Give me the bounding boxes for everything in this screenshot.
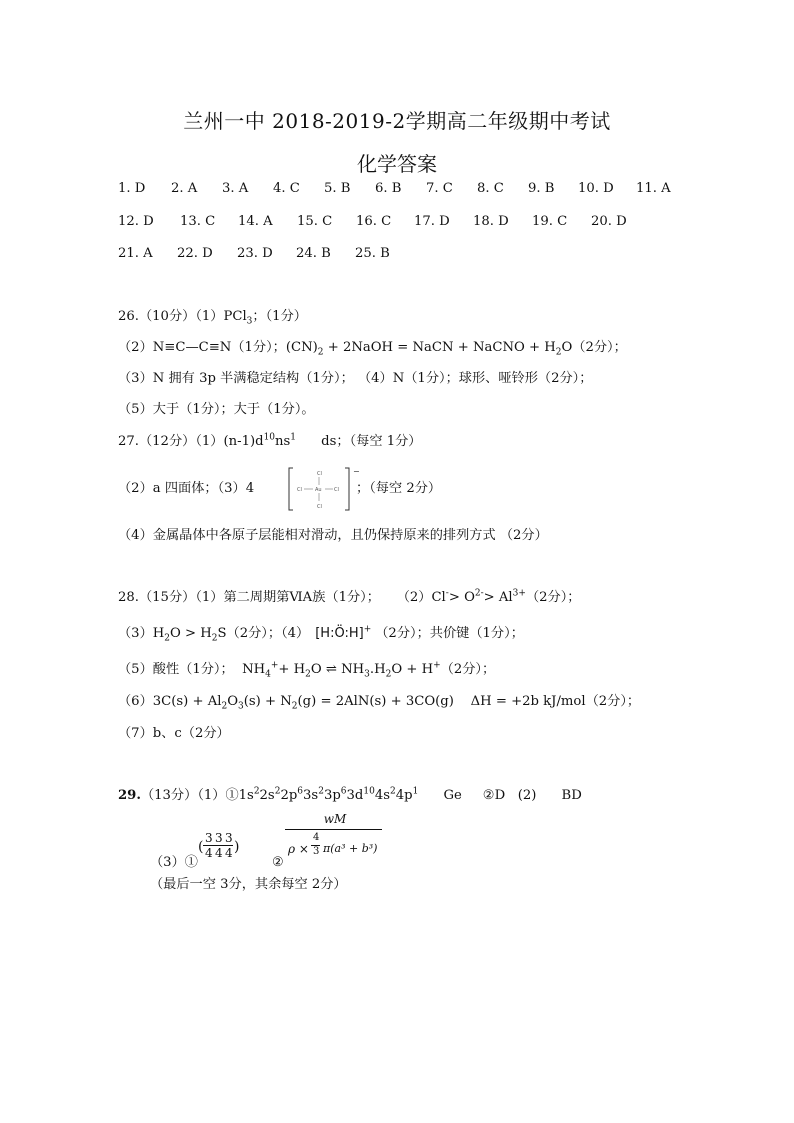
mc-item: 6. B	[375, 181, 402, 196]
page-title: 兰州一中 2018-2019-2学期高二年级期中考试	[183, 109, 611, 133]
mc-item: 17. D	[414, 214, 450, 229]
coord-denominator: 4	[215, 846, 223, 860]
mc-item: 21. A	[118, 246, 153, 261]
q27-line-3: （4）金属晶体中各原子层能相对滑动，且仍保持原来的排列方式 （2分）	[118, 528, 548, 543]
mc-item: 5. B	[324, 181, 351, 196]
mc-item: 2. A	[171, 181, 198, 196]
mc-item: 9. B	[528, 181, 555, 196]
mc-item: 18. D	[473, 214, 509, 229]
circled-two: ②	[272, 855, 284, 870]
q28-line-2: $(3)H_2O > H_2S(2$分）；（4） [H:Ö:H]+ （2分）；共价键（1分）；	[118, 624, 524, 644]
mc-item: 4. C	[273, 181, 300, 196]
q27-line-1: 27.（12分）$(1)(n-1)d^{10}ns^1$ ds；（每空 1分）	[118, 432, 422, 449]
mc-item: 20. D	[591, 214, 627, 229]
q28-line-5: （7）b、c（2分）	[118, 726, 230, 741]
q27-line-2b: ；（每空 2分）	[356, 481, 442, 496]
mc-item: 16. C	[356, 214, 392, 229]
mc-item: 12. D	[118, 214, 154, 229]
hydronium-structure: [H:Ö:H]	[315, 626, 364, 641]
mc-item: 14. A	[238, 214, 273, 229]
mc-item: 13. C	[180, 214, 216, 229]
mc-item: 22. D	[177, 246, 213, 261]
ligand-label: Cl	[317, 471, 322, 477]
q28-line-3: （5）酸性（1分）； $NH_4^++ H_2O$ ⇌ $NH_3.H_2O + H^+(2$分）；	[118, 660, 496, 680]
formula-numerator: wM	[323, 812, 347, 826]
mc-item: 1. D	[118, 181, 146, 196]
q26-line-3: （3）N 拥有 3p 半满稳定结构（1分）； （4）N（1分）；球形、哑铃形（2分）；	[118, 371, 593, 386]
fraction-bar	[285, 829, 382, 830]
ligand-label: Cl	[317, 504, 322, 510]
q26-line-1: 26.（10分）（1）PCl$_3$；（1分）	[118, 309, 307, 327]
q26-line-4: （5）大于（1分）；大于（1分）。	[118, 402, 315, 417]
mc-item: 23. D	[237, 246, 273, 261]
coord-denominator: 4	[225, 846, 233, 860]
q28-line-1: 28.（15分）（1）第二周期第ⅥA族（1分）； $(2)Cl^-> O^{2-}> Al^{3+}(2$分）；	[118, 588, 581, 605]
center-atom-label: Au	[315, 487, 322, 493]
page-subtitle: 化学答案	[357, 152, 437, 176]
mc-item: 25. B	[355, 246, 390, 261]
formula-frac-den: 3	[313, 846, 320, 857]
ligand-label: Cl	[297, 487, 302, 493]
formula-rho: ρ ×	[288, 842, 309, 856]
q29-line-1: 29.（13分）$(1)①1s^22s^22p^63s^23p^63d^{10}4s^24p^1$ Ge ②D (2) BD	[118, 786, 582, 803]
coord-numerator: 3	[225, 831, 233, 845]
q29-scoring-note: （最后一空 3分，其余每空 2分）	[150, 877, 347, 892]
mc-item: 8. C	[477, 181, 504, 196]
mc-item: 15. C	[297, 214, 333, 229]
formula-tail: π(a³ + b³)	[323, 842, 378, 855]
complex-ion-structure	[287, 465, 360, 513]
q26-line-2: （2）N≡C—C≡N（1分）；$(CN)_2$ + 2NaOH = NaCN + NaCNO + $H_2O(2$分）；	[118, 340, 627, 358]
coord-numerator: 3	[215, 831, 223, 845]
complex-charge: −	[353, 467, 360, 476]
q27-line-2a: （2）a 四面体；（3）4	[118, 481, 255, 496]
coord-numerator: 3	[205, 831, 213, 845]
mc-item: 10. D	[578, 181, 614, 196]
q29-part3-label: （3）①	[150, 855, 198, 870]
q28-line-4: $(6)3C(s) + Al_2O_3(s) + N_2(g) = 2AlN(s) + 3CO(g)$ ΔH = +2b kJ/mol（2分）；	[118, 694, 641, 712]
coord-denominator: 4	[205, 846, 213, 860]
mc-item: 3. A	[222, 181, 249, 196]
mc-item: 11. A	[636, 181, 671, 196]
mc-item: 7. C	[426, 181, 453, 196]
mc-item: 19. C	[532, 214, 568, 229]
mc-item: 24. B	[296, 246, 331, 261]
ligand-label: Cl	[334, 487, 339, 493]
density-formula	[285, 812, 385, 862]
formula-frac-num: 4	[313, 832, 320, 843]
